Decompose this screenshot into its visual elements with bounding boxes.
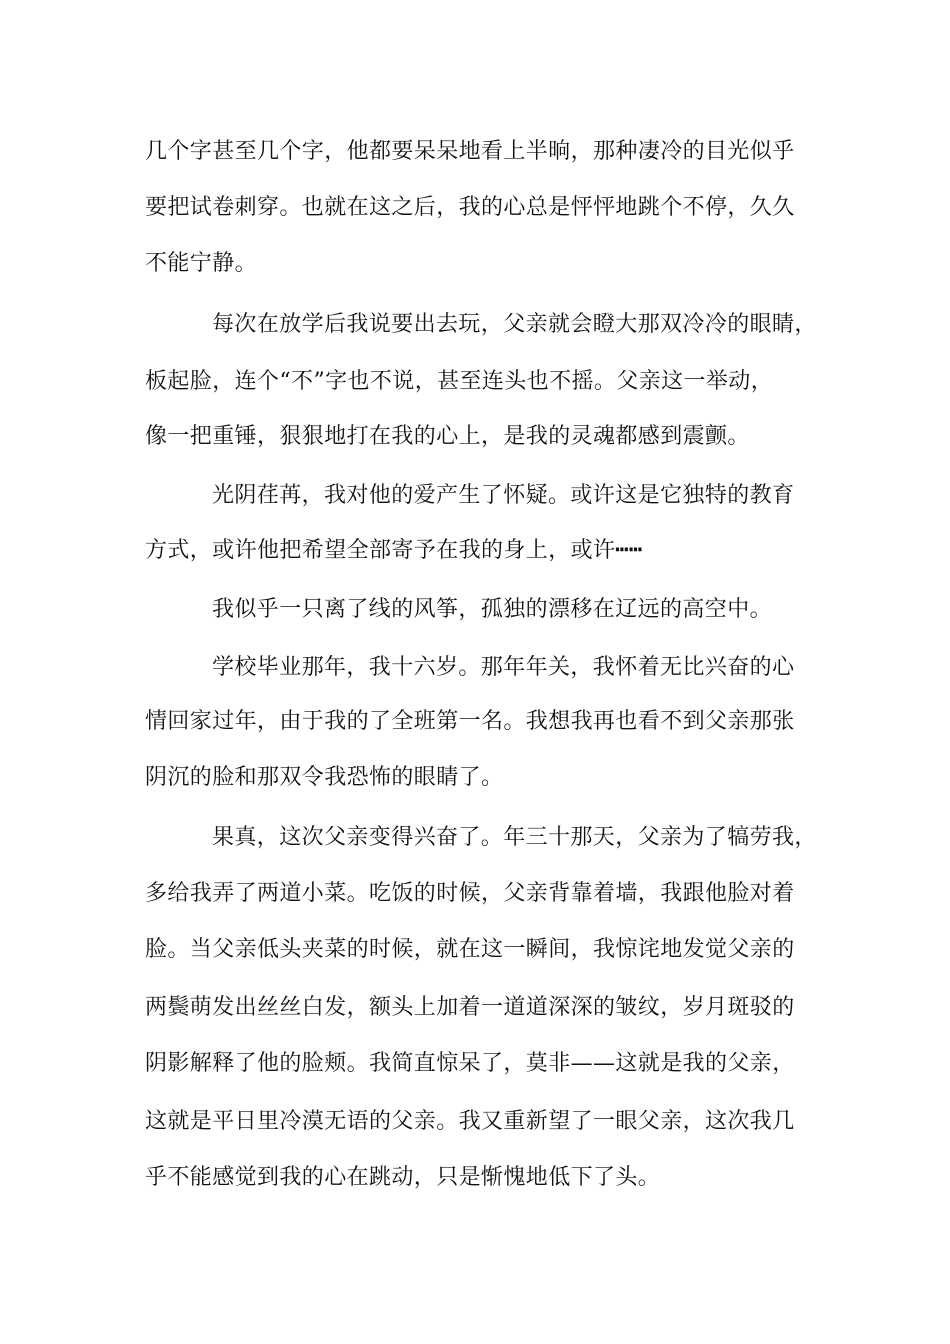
text-line: 这就是平日里冷漠无语的父亲。我又重新望了一眼父亲，这次我几 [145,1109,795,1134]
text-line: 两鬓萌发出丝丝白发，额头上加着一道道深深的皱纹，岁月斑驳的 [145,995,795,1020]
paragraph-first-line: 光阴荏苒，我对他的爱产生了怀疑。或许这是它独特的教育 [212,483,795,508]
text-line: 脸。当父亲低头夹菜的时候，就在这一瞬间，我惊诧地发觉父亲的 [145,937,795,962]
text-line: 方式，或许他把希望全部寄予在我的身上，或许┅┅ [145,538,643,563]
text-line: 不能宁静。 [145,251,258,276]
paragraph-first-line: 每次在放学后我说要出去玩，父亲就会瞪大那双冷冷的眼睛， [212,312,817,337]
paragraph-first-line: 学校毕业那年，我十六岁。那年年关，我怀着无比兴奋的心 [212,655,795,680]
text-line: 像一把重锤，狠狠地打在我的心上，是我的灵魂都感到震颤。 [145,424,750,449]
text-line: 多给我弄了两道小菜。吃饭的时候，父亲背靠着墙，我跟他脸对着 [145,881,795,906]
text-line: 乎不能感觉到我的心在跳动，只是惭愧地低下了头。 [145,1165,661,1190]
text-line: 情回家过年，由于我的了全班第一名。我想我再也看不到父亲那张 [145,709,795,734]
paragraph-first-line: 果真，这次父亲变得兴奋了。年三十那天，父亲为了犒劳我， [212,825,817,850]
text-line: 板起脸，连个“不”字也不说，甚至连头也不摇。父亲这一举动， [145,369,774,394]
text-line: 要把试卷刺穿。也就在这之后，我的心总是怦怦地跳个不停，久久 [145,195,795,220]
text-line: 几个字甚至几个字，他都要呆呆地看上半晌，那种凄冷的目光似乎 [145,139,795,164]
text-line: 阴影解释了他的脸颊。我简直惊呆了，莫非——这就是我的父亲， [145,1051,795,1076]
paragraph-first-line: 我似乎一只离了线的风筝，孤独的漂移在辽远的高空中。 [212,597,773,622]
text-line: 阴沉的脸和那双令我恐怖的眼睛了。 [145,765,504,790]
